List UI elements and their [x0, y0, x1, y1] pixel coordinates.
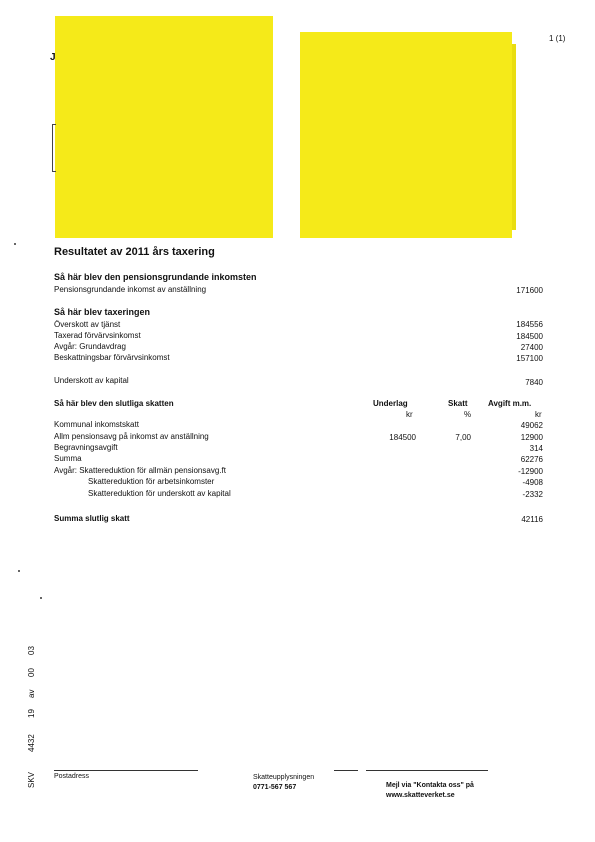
capital-deficit-value: 7840	[525, 378, 543, 387]
footer-rule-left	[54, 770, 198, 771]
col-fee-unit: kr	[535, 410, 542, 419]
footer-address-label: Postadress	[54, 773, 90, 780]
final-tax-row-value: 314	[529, 444, 543, 453]
col-tax-unit: %	[464, 410, 472, 419]
footer-rule-right	[366, 770, 488, 771]
final-tax-row-value: -2332	[522, 490, 543, 499]
scan-speck	[18, 570, 20, 572]
redaction-block-left	[55, 16, 273, 238]
footer-phone-number: 0771-567 567	[253, 784, 297, 791]
taxation-row-label: Överskott av tjänst	[54, 320, 121, 329]
final-tax-row-basis: 184500	[389, 433, 416, 442]
page-number: 1 (1)	[549, 34, 566, 43]
taxation-row-value: 184556	[516, 320, 543, 329]
col-fee-header: Avgift m.m.	[488, 399, 532, 408]
form-code-of: av	[27, 689, 36, 698]
final-tax-row-value: -12900	[518, 467, 543, 476]
form-code-part1: 00	[27, 668, 36, 677]
final-tax-row-label: Skattereduktion för arbetsinkomster	[88, 477, 215, 486]
col-basis-header: Underlag	[373, 399, 408, 408]
footer-phone-label: Skatteupplysningen	[253, 774, 315, 781]
taxation-row-value: 157100	[516, 354, 543, 363]
final-tax-row-label: Avgår: Skattereduktion för allmän pensionsavg.ft	[54, 466, 226, 475]
pension-row-label: Pensionsgrundande inkomst av anställning	[54, 285, 207, 294]
final-tax-row-value: -4908	[522, 478, 543, 487]
final-tax-row-value: 49062	[520, 421, 543, 430]
taxation-row-label: Beskattningsbar förvärvsinkomst	[54, 353, 170, 362]
scan-speck	[40, 597, 42, 599]
form-code-number: 4432	[27, 734, 36, 752]
col-basis-unit: kr	[406, 410, 413, 419]
taxation-row-value: 27400	[520, 343, 543, 352]
scan-speck	[14, 243, 16, 245]
total-tax-label: Summa slutlig skatt	[54, 514, 130, 523]
total-tax-value: 42116	[521, 515, 543, 524]
taxation-heading: Så här blev taxeringen	[54, 307, 151, 317]
taxation-row-value: 184500	[516, 332, 543, 341]
page-title: Resultatet av 2011 års taxering	[54, 246, 215, 258]
footer-contact-text: Mejl via "Kontakta oss" på	[386, 782, 474, 789]
form-code-edition: 19	[27, 709, 36, 718]
form-code-part2: 03	[27, 646, 36, 655]
redacted-form-box-edge	[52, 124, 56, 172]
final-tax-row-rate: 7,00	[455, 433, 471, 442]
taxation-row-label: Taxerad förvärvsinkomst	[54, 331, 141, 340]
capital-deficit-label: Underskott av kapital	[54, 376, 129, 385]
final-tax-row-value: 12900	[520, 433, 543, 442]
redacted-text-fragment: J	[50, 52, 56, 63]
final-tax-row-label: Begravningsavgift	[54, 443, 118, 452]
redaction-block-right	[300, 32, 512, 238]
final-tax-row-label: Skattereduktion för underskott av kapital	[88, 489, 231, 498]
footer-rule-middle	[334, 770, 358, 771]
final-tax-heading: Så här blev den slutliga skatten	[54, 399, 174, 408]
final-tax-row-label: Summa	[54, 454, 82, 463]
final-tax-row-value: 62276	[520, 455, 543, 464]
pension-row-value: 171600	[516, 286, 543, 295]
final-tax-row-label: Allm pensionsavg på inkomst av anställning	[54, 432, 209, 441]
col-tax-header: Skatt	[448, 399, 468, 408]
taxation-row-label: Avgår: Grundavdrag	[54, 342, 126, 351]
form-code-prefix: SKV	[27, 771, 36, 788]
final-tax-row-label: Kommunal inkomstskatt	[54, 420, 139, 429]
footer-website-link[interactable]: www.skatteverket.se	[386, 792, 455, 799]
pension-heading: Så här blev den pensionsgrundande inkomsten	[54, 272, 257, 282]
